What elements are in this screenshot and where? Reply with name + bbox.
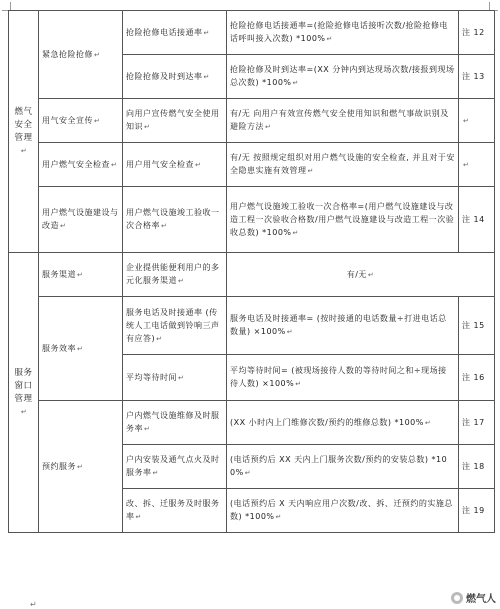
subcategory-cell: 紧急抢险抢修↵	[39, 11, 123, 99]
table-row	[9, 401, 495, 445]
formula-cell: 平均等待时间= (被现场接待人数的等待时间之和÷现场接待人数) ×100%↵	[227, 355, 459, 401]
formula-cell: (XX 小时内上门维修次数/预约的维修总数) *100%↵	[227, 401, 459, 445]
formula-cell: (电话预约后 XX 天内上门服务次数/预约的安装总数) *100%↵	[227, 445, 459, 489]
table-row	[9, 253, 495, 297]
subcategory-cell: 用户燃气设施建设与改造↵	[39, 187, 123, 253]
watermark	[449, 590, 498, 605]
watermark-text: 燃气人	[466, 594, 496, 605]
section-cell-safety: 燃气安全管理↵	[9, 11, 39, 253]
item-cell: 改、拆、迁服务及时服务率↵	[123, 489, 227, 533]
note-cell: ↵	[459, 143, 495, 187]
note-cell: 注 13	[459, 55, 495, 99]
item-cell: 服务电话及时接通率 (传统人工电话做到铃响三声有应答)↵	[123, 297, 227, 355]
formula-cell: 有/无↵	[227, 253, 495, 297]
table-row	[9, 143, 495, 187]
item-cell: 用户燃气设施竣工验收一次合格率↵	[123, 187, 227, 253]
note-cell: 注 12	[459, 11, 495, 55]
table-row	[9, 187, 495, 253]
item-cell: 平均等待时间↵	[123, 355, 227, 401]
subcategory-cell: 用户燃气安全检查↵	[39, 143, 123, 187]
subcategory-cell: 用气安全宣传↵	[39, 99, 123, 143]
table-row	[9, 297, 495, 355]
paragraph-mark: ↵	[30, 600, 37, 609]
note-cell: 注 16	[459, 355, 495, 401]
item-cell: 抢险抢修及时到达率↵	[123, 55, 227, 99]
item-cell: 企业提供能便利用户的多元化服务渠道↵	[123, 253, 227, 297]
formula-cell: (电话预约后 X 天内响应用户次数/改、拆、迁预约的实施总数) *100%↵	[227, 489, 459, 533]
item-cell: 抢险抢修电话接通率↵	[123, 11, 227, 55]
item-cell: 户内燃气设施维修及时服务率↵	[123, 401, 227, 445]
note-cell: 注 18	[459, 445, 495, 489]
note-cell: ↵	[459, 99, 495, 143]
item-cell: 向用户宣传燃气安全使用知识↵	[123, 99, 227, 143]
indicator-table	[8, 10, 495, 533]
note-cell: 注 17	[459, 401, 495, 445]
item-cell: 用户用气安全检查↵	[123, 143, 227, 187]
note-cell: 注 15	[459, 297, 495, 355]
formula-cell: 用户燃气设施竣工验收一次合格率=(用户燃气设施建设与改造工程一次验收合格数/用户燃气设施建设与改造工程一次验收总数) *100%↵	[227, 187, 459, 253]
note-cell: 注 19	[459, 489, 495, 533]
table-row	[9, 99, 495, 143]
formula-cell: 有/无 按照规定组织对用户燃气设施的安全检查, 并且对于安全隐患实施有效管理↵	[227, 143, 459, 187]
note-cell: 注 14	[459, 187, 495, 253]
item-cell: 户内安装及通气点火及时服务率↵	[123, 445, 227, 489]
formula-cell: 抢险抢修及时到达率=(XX 分钟内到达现场次数/接报到现场总次数) *100%↵	[227, 55, 459, 99]
formula-cell: 抢险抢修电话接通率=(抢险抢修电话接听次数/抢险抢修电话呼叫接入次数) *100%↵	[227, 11, 459, 55]
subcategory-cell: 预约服务↵	[39, 401, 123, 533]
section-cell-service: 服务窗口管理↵	[9, 253, 39, 533]
subcategory-cell: 服务效率↵	[39, 297, 123, 401]
formula-cell: 服务电话及时接通率= (按时接通的电话数量÷打进电话总数量) ×100%↵	[227, 297, 459, 355]
wechat-logo-icon	[451, 592, 463, 604]
formula-cell: 有/无 向用户有效宣传燃气安全使用知识和燃气事故识别及避险方法↵	[227, 99, 459, 143]
subcategory-cell: 服务渠道↵	[39, 253, 123, 297]
table-row	[9, 11, 495, 55]
